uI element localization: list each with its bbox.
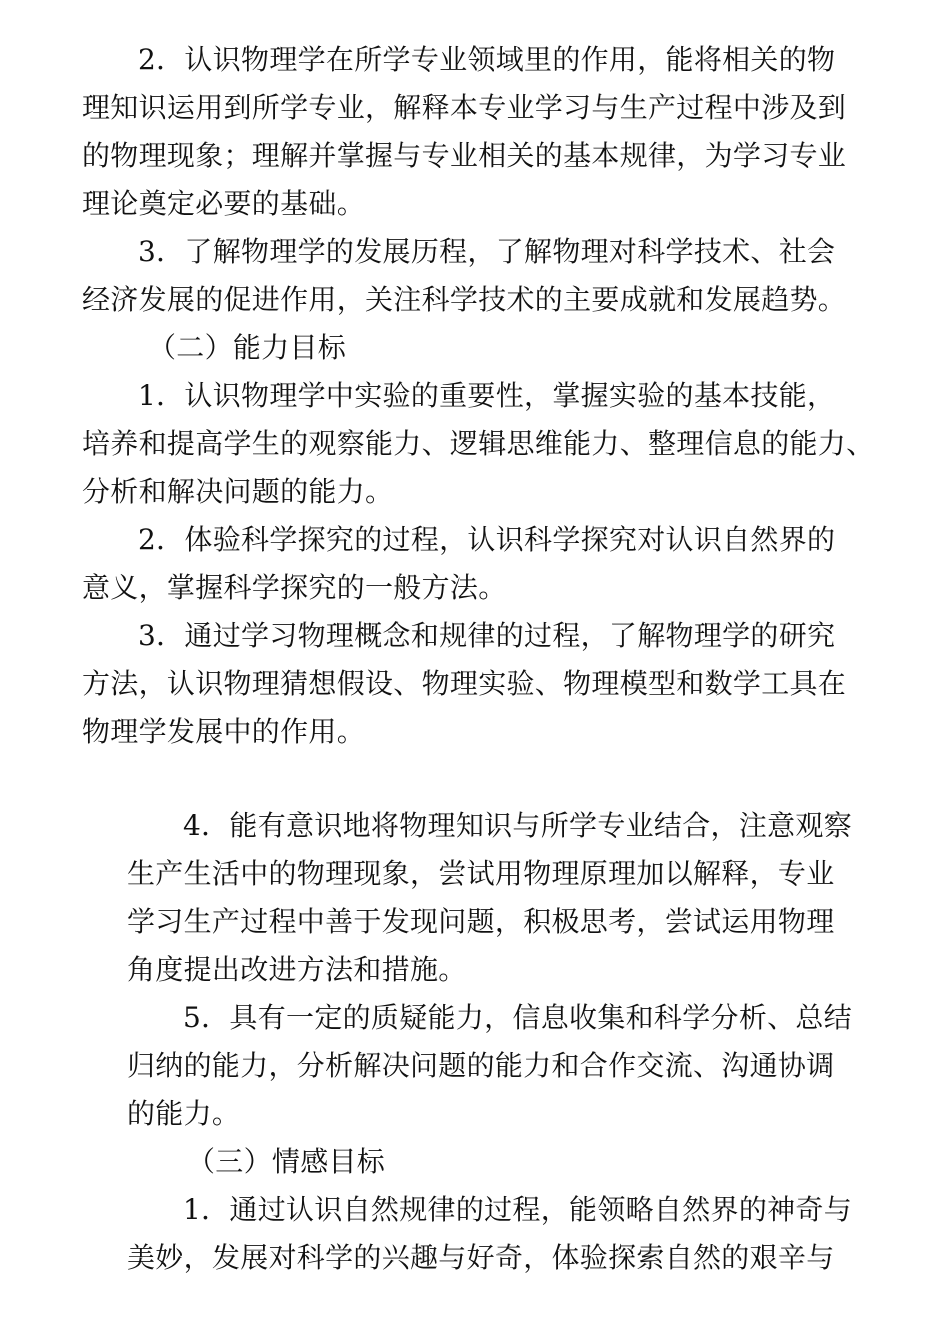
paragraph-line: 4．能有意识地将物理知识与所学专业结合，注意观察 <box>183 809 853 842</box>
paragraph-line: 角度提出改进方法和措施。 <box>127 953 467 986</box>
paragraph-line: 理知识运用到所学专业，解释本专业学习与生产过程中涉及到 <box>82 91 847 124</box>
paragraph-line: 1．认识物理学中实验的重要性，掌握实验的基本技能， <box>138 379 836 412</box>
paragraph-line: 2．认识物理学在所学专业领域里的作用，能将相关的物 <box>138 43 836 76</box>
paragraph-line: 归纳的能力，分析解决问题的能力和合作交流、沟通协调 <box>127 1049 835 1082</box>
paragraph-line: 物理学发展中的作用。 <box>82 715 366 748</box>
paragraph-line: 5．具有一定的质疑能力，信息收集和科学分析、总结 <box>183 1001 853 1034</box>
paragraph-line: 分析和解决问题的能力。 <box>82 475 394 508</box>
paragraph-line: 学习生产过程中善于发现问题，积极思考，尝试运用物理 <box>127 905 835 938</box>
paragraph-line: 方法，认识物理猜想假设、物理实验、物理模型和数学工具在 <box>82 667 847 700</box>
paragraph-line: 理论奠定必要的基础。 <box>82 187 366 220</box>
paragraph-line: 意义，掌握科学探究的一般方法。 <box>82 571 507 604</box>
paragraph-line: 培养和提高学生的观察能力、逻辑思维能力、整理信息的能力、 <box>82 427 875 460</box>
paragraph-line: 的能力。 <box>127 1097 241 1130</box>
paragraph-line: 经济发展的促进作用，关注科学技术的主要成就和发展趋势。 <box>82 283 847 316</box>
paragraph-line: 3．了解物理学的发展历程，了解物理对科学技术、社会 <box>138 235 836 268</box>
paragraph-line: 美妙，发展对科学的兴趣与好奇，体验探索自然的艰辛与 <box>127 1241 835 1274</box>
paragraph-line: 1．通过认识自然规律的过程，能领略自然界的神奇与 <box>183 1193 853 1226</box>
paragraph-line: 生产生活中的物理现象，尝试用物理原理加以解释，专业 <box>127 857 835 890</box>
section-heading-emotion: （三）情感目标 <box>187 1145 386 1178</box>
paragraph-line: 3．通过学习物理概念和规律的过程，了解物理学的研究 <box>138 619 836 652</box>
section-heading-ability: （二）能力目标 <box>148 331 347 364</box>
paragraph-line: 的物理现象；理解并掌握与专业相关的基本规律，为学习专业 <box>82 139 847 172</box>
paragraph-line: 2．体验科学探究的过程，认识科学探究对认识自然界的 <box>138 523 836 556</box>
